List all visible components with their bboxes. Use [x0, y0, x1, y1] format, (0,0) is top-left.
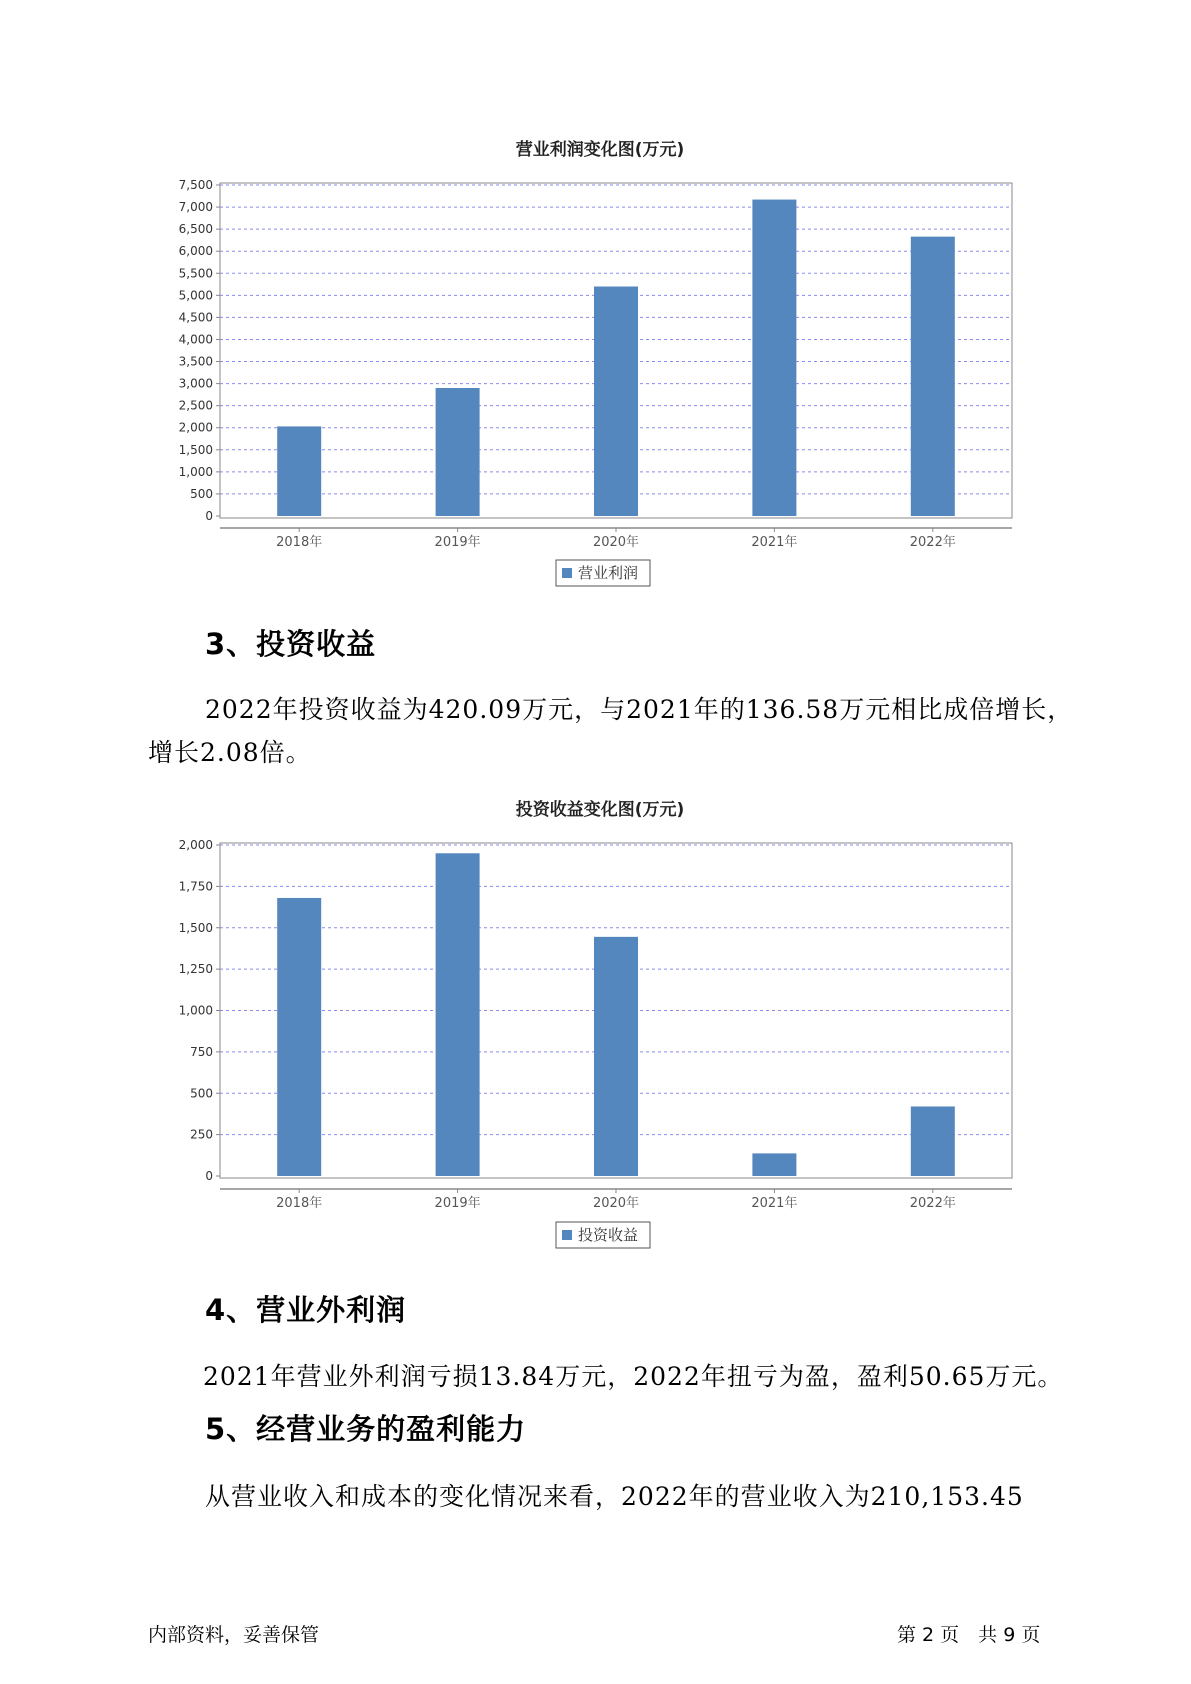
section3-paragraph-line1: 2022年投资收益为420.09万元，与2021年的136.58万元相比成倍增长，	[205, 695, 1074, 724]
y-tick-label: 3,000	[178, 376, 213, 391]
y-tick-label: 1,750	[178, 879, 213, 894]
y-tick-label: 250	[190, 1127, 213, 1142]
x-tick-label: 2018年	[276, 1196, 323, 1211]
y-tick-label: 5,500	[178, 266, 213, 281]
chart-legend	[556, 560, 650, 586]
y-tick-label: 5,000	[178, 288, 213, 303]
x-tick-label: 2021年	[751, 535, 798, 550]
chart-legend	[556, 1222, 650, 1248]
y-tick-label: 1,250	[178, 962, 213, 977]
y-tick-label: 2,000	[178, 420, 213, 435]
x-tick-label: 2020年	[592, 535, 640, 550]
section5-heading: 5、经营业务的盈利能力	[205, 1412, 527, 1446]
y-tick-label: 2,500	[178, 398, 213, 413]
bar-2022年	[911, 1106, 955, 1176]
bar-2019年	[436, 388, 480, 516]
y-tick-label: 1,500	[178, 442, 213, 457]
legend-label: 投资收益	[578, 1226, 639, 1244]
bar-2020年	[594, 287, 638, 516]
legend-swatch	[562, 1230, 572, 1240]
y-tick-label: 3,500	[178, 354, 213, 369]
legend-swatch	[562, 568, 572, 578]
chart-title: 投资收益变化图(万元)	[515, 800, 685, 820]
x-tick-label: 2022年	[909, 535, 956, 550]
y-tick-label: 1,500	[178, 920, 213, 935]
y-tick-label: 4,000	[178, 332, 213, 347]
y-tick-label: 1,000	[178, 464, 213, 479]
y-tick-label: 7,000	[178, 200, 213, 215]
bar-2019年	[436, 853, 480, 1176]
section3-heading: 3、投资收益	[205, 627, 377, 661]
bar-2020年	[594, 937, 638, 1176]
footer-confidential-note: 内部资料，妥善保管	[148, 1624, 320, 1646]
investment-income-chart	[0, 790, 1191, 1260]
y-tick-label: 4,500	[178, 310, 213, 325]
bar-2021年	[752, 1153, 796, 1176]
section5-paragraph: 从营业收入和成本的变化情况来看，2022年的营业收入为210,153.45	[205, 1482, 1024, 1511]
y-tick-label: 6,500	[178, 222, 213, 237]
chart-title: 营业利润变化图(万元)	[515, 140, 685, 160]
y-tick-label: 750	[190, 1044, 213, 1059]
x-tick-label: 2019年	[434, 1196, 481, 1211]
x-tick-label: 2022年	[909, 1196, 956, 1211]
y-tick-label: 500	[190, 486, 213, 501]
x-tick-label: 2021年	[751, 1196, 798, 1211]
section3-paragraph-line2: 增长2.08倍。	[148, 738, 312, 767]
bar-2021年	[752, 200, 796, 516]
y-tick-label: 7,500	[178, 178, 213, 192]
y-tick-label: 6,000	[178, 244, 213, 259]
section4-paragraph: 2021年营业外利润亏损13.84万元，2022年扭亏为盈，盈利50.65万元。	[203, 1362, 1064, 1391]
x-tick-label: 2020年	[592, 1196, 640, 1211]
y-tick-label: 2,000	[178, 838, 213, 852]
y-tick-label: 0	[205, 1169, 213, 1183]
y-tick-label: 1,000	[178, 1003, 213, 1018]
bar-2018年	[277, 426, 321, 516]
section4-heading: 4、营业外利润	[205, 1293, 407, 1327]
x-tick-label: 2018年	[276, 535, 323, 550]
legend-label: 营业利润	[578, 564, 639, 582]
x-tick-label: 2019年	[434, 535, 481, 550]
y-tick-label: 500	[190, 1086, 213, 1101]
footer-page-number: 第 2 页 共 9 页	[897, 1624, 1041, 1646]
y-tick-label: 0	[205, 509, 213, 523]
bar-2018年	[277, 898, 321, 1176]
operating-profit-chart	[0, 130, 1191, 600]
bar-2022年	[911, 237, 955, 516]
